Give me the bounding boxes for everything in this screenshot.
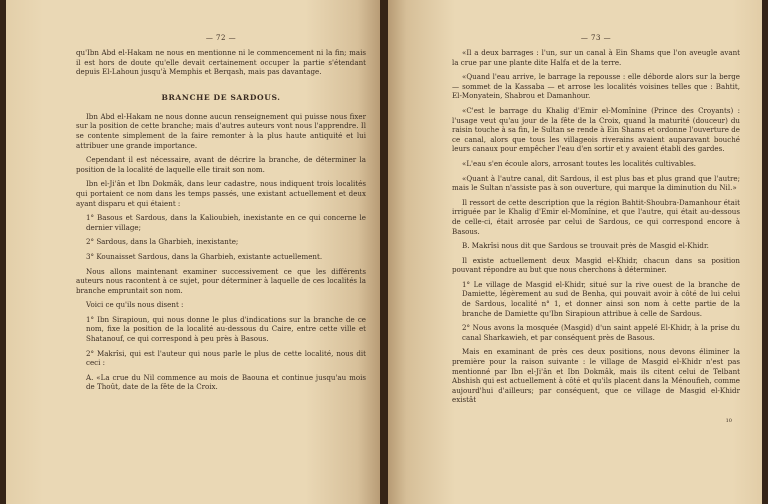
list-item: 1° Basous et Sardous, dans la Kalioubieh, inexistante en ce qui concerne le dernier village;: [86, 213, 366, 232]
right-page: [388, 0, 762, 504]
paragraph: Voici ce qu'ils nous disent :: [86, 300, 184, 310]
paragraph: Nous allons maintenant examiner successivement ce que les différents auteurs nous racontent à ce sujet, pour déterminer à laquelle de ces localités la branche empruntait son nom.: [76, 266, 366, 295]
paragraph: Cependant il est nécessaire, avant de décrire la branche, de déterminer la position de la localité de laquelle elle tirait son nom.: [76, 155, 366, 174]
paragraph: Il existe actuellement deux Masgid el-Khidr, chacun dans sa position pouvant répondre au but que nous cherchons à déterminer.: [452, 255, 740, 275]
paragraph: «Il a deux barrages : l'un, sur un canal à Ein Shams que l'on aveugle avant la crue par une plante dite Halfa et de la terre.: [452, 48, 740, 67]
page-number: — 72 —: [205, 34, 237, 42]
list-item: 1° Le village de Masgid el-Khidr, situé sur la rive ouest de la branche de Damiette, légèrement au sud de Benha, qui pouvait avoir à côté de lui celui de Sardous, localité n° 1, et donner ainsi son nom à cette partie de la branche de Damiette qu'Ibn Sirapioun attribue à celle de Sardous.: [462, 279, 740, 318]
paragraph: «Quant à l'autre canal, dit Sardous, il est plus bas et plus grand que l'autre; mais le Sultan n'assiste pas à son ouverture, qui marque la diminution du Nil.»: [452, 173, 740, 193]
section-heading: BRANCHE DE SARDOUS.: [161, 92, 281, 102]
paragraph: Mais en examinant de près ces deux positions, nous devons éliminer la première pour la raison suivante : le village de Masgid el-Khidr n'est pas mentionné par Ibn el-Ji'ân et Ibn Dokmâk, mais ils citent celui de Telbant Abshish qui est actuellement à côté et qu'ils placent dans la Ménoufieh, comme aujourd'hui d'ailleurs; par conséquent, que ce village de Masgid el-Khidr existât: [452, 347, 740, 405]
paragraph: «C'est le barrage du Khalig d'Emir el-Momînine (Prince des Croyants) : l'usage veut qu'au jour de la fête de la Croix, quand la maturité (douceur) du raisin touche à sa fin, le Sultan se rende à Ein Shams et ordonne l'ouverture de ce canal, alors que tous les villageois riverains avaient auparavant bouché leurs canaux pour empêcher l'eau d'en sortir et y avaient établi des gardes.: [452, 105, 740, 154]
intro-paragraph: qu'Ibn Abd el-Hakam ne nous en mentionne ni le commencement ni la fin; mais il est hors de doute qu'elle devait certainement occuper la partie s'étendant depuis El-Lahoun jusqu'à Memphis et Berqash, mais pas davantage.: [76, 48, 366, 77]
list-item: 3° Kounaisset Sardous, dans la Gharbieh, existante actuellement.: [86, 251, 323, 261]
page-number: — 73 —: [580, 34, 612, 42]
paragraph: Ibn el-Ji'ân et Ibn Dokmâk, dans leur cadastre, nous indiquent trois localités qui portaient ce nom dans les temps passés, une existant actuellement et deux ayant disparu et qui étaient :: [76, 179, 366, 208]
list-item: 1° Ibn Sirapioun, qui nous donne le plus d'indications sur la branche de ce nom, fixe la position de la localité au-dessous du Caire, entre cette ville et Shatanouf, ce qui correspond à peu près à Basous.: [86, 314, 366, 344]
list-item: 2° Sardous, dans la Gharbieh, inexistante;: [86, 237, 239, 247]
list-item: 2° Makrîsi, qui est l'auteur qui nous parle le plus de cette localité, nous dit ceci :: [86, 348, 366, 368]
left-page: [6, 0, 380, 504]
list-item: A. «La crue du Nil commence au mois de Baouna et continue jusqu'au mois de Thoût, date de la fête de la Croix.: [86, 372, 366, 392]
paragraph: Ibn Abd el-Hakam ne nous donne aucun renseignement qui puisse nous fixer sur la position de cette branche; mais d'autres auteurs vont nous l'apprendre. Il se contente simplement de la faire remonter à la plus haute antiquité et lui attribuer une grande importance.: [76, 111, 366, 150]
paragraph: B. Makrîsi nous dit que Sardous se trouvait près de Masgid el-Khidr.: [462, 241, 709, 251]
list-item: 2° Nous avons la mosquée (Masgid) d'un saint appelé El-Khidr, à la prise du canal Sharkawieh, et par conséquent près de Basous.: [462, 323, 740, 342]
paragraph: «Quand l'eau arrive, le barrage la repousse : elle déborde alors sur la berge — sommet de la Kassaba — et arrose les localités voisines telles que : Bahtit, El-Monyatein, Shabrou et Damanhour.: [452, 72, 740, 101]
paragraph: «L'eau s'en écoule alors, arrosant toutes les localités cultivables.: [462, 158, 697, 168]
signature-mark: 10: [725, 418, 732, 424]
paragraph: Il ressort de cette description que la région Bahtit-Shoubra-Damanhour était irriguée par le Khalig d'Emir el-Momînine, et que l'autre, qui était au-dessous de celle-ci, était arrosée par celui de Sardous, ce qui correspond encore à Basous.: [452, 197, 740, 236]
